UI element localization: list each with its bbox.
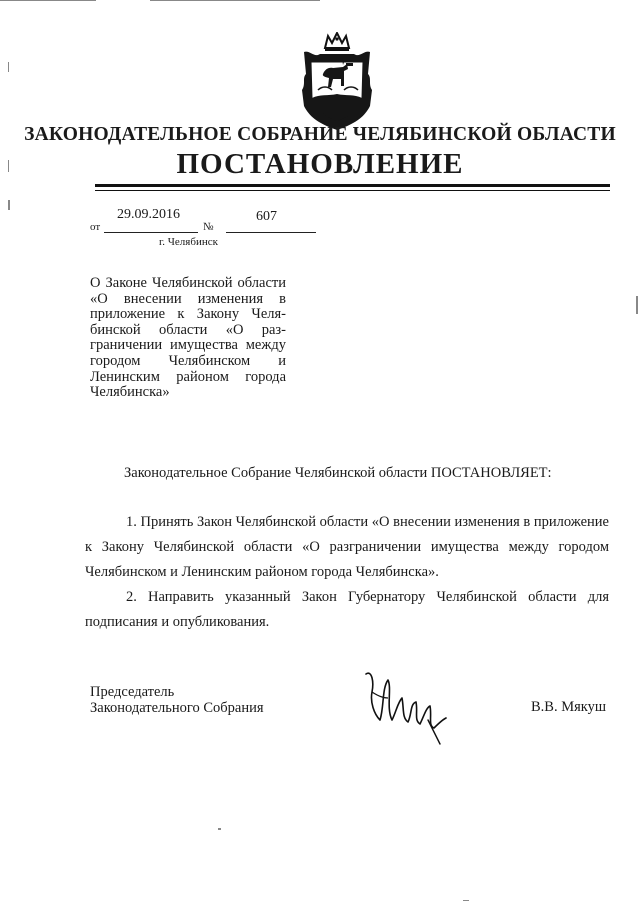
- resolves-statement: Законодательное Собрание Челябинской области ПОСТАНОВЛЯЕТ:: [124, 465, 552, 481]
- role-line: Законодательного Собрания: [90, 700, 264, 716]
- resolution-item-1: [85, 510, 609, 585]
- header-rule-thin: [95, 190, 610, 191]
- document-number: 607: [256, 209, 277, 224]
- scan-edge-mark: [150, 0, 320, 1]
- city-label: г. Челябинск: [159, 236, 218, 248]
- subject-line: бинской области «О раз-: [90, 321, 286, 338]
- item-line: подписания и опубликования.: [85, 614, 270, 630]
- item-line: 1. Принять Закон Челябинской области «О внесении изменения в приложение: [126, 514, 609, 530]
- signatory-role: [90, 684, 264, 716]
- scan-speck: [463, 900, 469, 901]
- document-type-title: ПОСТАНОВЛЕНИЕ: [176, 148, 464, 180]
- item-line: 2. Направить указанный Закон Губернатору Челябинской области для: [126, 589, 609, 605]
- header-rule-thick: [95, 184, 610, 187]
- item-line: Челябинском и Ленинским районом города Челябинска».: [85, 564, 439, 580]
- chelyabinsk-coat-of-arms-emblem: [298, 32, 376, 132]
- document-date: 29.09.2016: [117, 207, 180, 222]
- scan-edge-mark: [636, 296, 638, 314]
- number-label: №: [203, 221, 214, 233]
- signatory-name: В.В. Мякуш: [531, 699, 607, 715]
- date-from-label: от: [90, 221, 101, 233]
- subject-line: городом Челябинском и: [90, 352, 286, 369]
- number-underline: [226, 232, 316, 233]
- handwritten-signature: [362, 668, 452, 746]
- subject-line: «О внесении изменения в: [90, 290, 286, 307]
- document-subject: [90, 276, 286, 401]
- scan-edge-mark: [0, 0, 96, 1]
- role-line: Председатель: [90, 684, 175, 700]
- subject-line: Челябинска»: [90, 384, 170, 401]
- subject-line: приложение к Закону Челя-: [90, 306, 286, 323]
- organization-title: ЗАКОНОДАТЕЛЬНОЕ СОБРАНИЕ ЧЕЛЯБИНСКОЙ ОБЛАСТИ: [24, 124, 616, 145]
- scan-edge-mark: [8, 62, 9, 72]
- item-line: к Закону Челябинской области «О разграничении имущества между городом: [85, 539, 609, 555]
- resolution-item-2: [85, 585, 609, 635]
- subject-line: О Законе Челябинской области: [90, 275, 286, 291]
- subject-line: Ленинским районом города: [90, 368, 286, 385]
- subject-line: граничении имущества между: [90, 337, 286, 354]
- scan-speck: [218, 828, 221, 830]
- scan-edge-mark: [8, 200, 10, 210]
- date-underline: [104, 232, 198, 233]
